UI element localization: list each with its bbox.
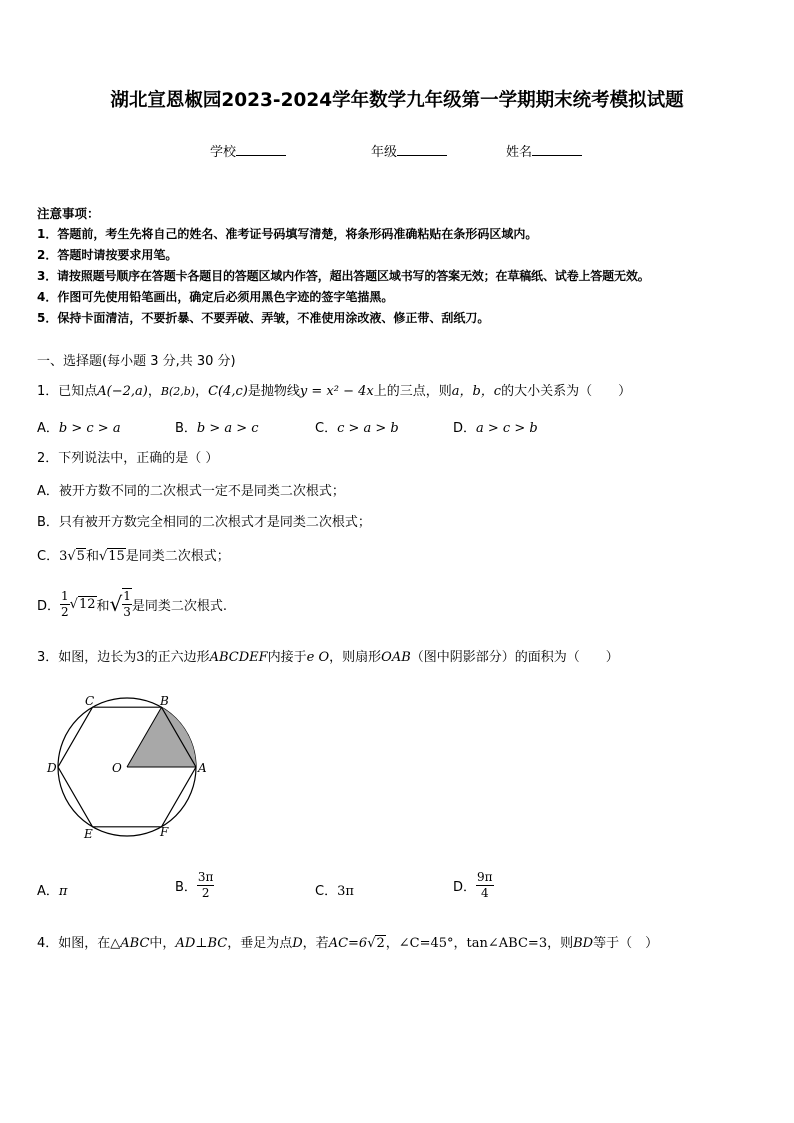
label-a: A xyxy=(198,761,207,775)
q3-option-a[interactable]: A．π xyxy=(37,884,68,899)
name-blank[interactable] xyxy=(532,143,582,156)
radical: √15 xyxy=(98,549,125,564)
parabola-equation: y = x² − 4x xyxy=(299,384,374,399)
label-c: C xyxy=(85,694,95,708)
shaded-sector xyxy=(127,707,196,767)
q2-option-b[interactable]: B．只有被开方数完全相同的二次根式才是同类二次根式； xyxy=(37,515,371,530)
label-d: D xyxy=(47,761,57,775)
variables: a，b，c xyxy=(451,384,502,399)
radical: √12 xyxy=(69,596,96,612)
fraction: $\frac{1}{2}$ xyxy=(61,588,69,619)
hexagon-diagram xyxy=(40,690,220,840)
notice-heading: 注意事项： xyxy=(37,206,100,221)
q3-option-c[interactable]: C．3π xyxy=(315,884,354,899)
point-b: B(2,b) xyxy=(160,385,196,398)
page-title: 湖北宣恩椒园2023-2024学年数学九年级第一学期期末统考模拟试题 xyxy=(110,90,684,111)
point-a: A(−2,a) xyxy=(97,384,148,399)
fraction: $\frac{9\pi}{4}$ xyxy=(477,870,493,900)
label-b: B xyxy=(160,694,169,708)
q3-option-b[interactable]: B． $\frac{3\pi}{2}$ xyxy=(175,870,214,900)
q2-option-d[interactable]: D． $\frac{1}{2}$ √12 和 √ $\frac{1}{3}$ 是同类二次根式. xyxy=(37,588,228,619)
grade-field[interactable] xyxy=(371,141,447,160)
q3-option-d[interactable]: D． $\frac{9\pi}{4}$ xyxy=(453,870,493,900)
section-heading: 一、选择题(每小题 3 分,共 30 分) xyxy=(37,354,236,369)
label-f: F xyxy=(160,825,169,839)
name-label: 姓名 xyxy=(506,145,533,160)
grade-blank[interactable] xyxy=(397,143,447,156)
notice-item: 5．保持卡面清洁，不要折暴、不要弄破、弄皱，不准使用涂改液、修正带、刮纸刀。 xyxy=(37,311,490,325)
school-field[interactable] xyxy=(210,141,286,160)
question-2-stem: 2．下列说法中，正确的是（ ） xyxy=(37,451,219,466)
radical: √5 xyxy=(67,549,85,564)
q1-option-b[interactable]: B．b > a > c xyxy=(175,421,259,436)
label-o: O xyxy=(112,761,122,775)
point-c: C(4,c) xyxy=(208,384,248,399)
q1-option-d[interactable]: D．a > c > b xyxy=(453,421,538,436)
q2-option-c[interactable]: C．3√5和√15是同类二次根式； xyxy=(37,549,230,564)
name-field[interactable] xyxy=(506,141,582,160)
notice-item: 3．请按照题号顺序在答题卡各题目的答题区域内作答，超出答题区域书写的答案无效；在草稿纸、试卷上答题无效。 xyxy=(37,269,650,283)
notice-item: 4．作图可先使用铅笔画出，确定后必须用黑色字迹的签字笔描黑。 xyxy=(37,290,394,304)
school-blank[interactable] xyxy=(236,143,286,156)
notice-item: 1．答题前，考生先将自己的姓名、准考证号码填写清楚，将条形码准确粘贴在条形码区域内。 xyxy=(37,227,538,241)
radical-sign: √ xyxy=(109,592,123,616)
q1-option-a[interactable]: A．b > c > a xyxy=(37,421,121,436)
school-label: 学校 xyxy=(210,145,237,160)
notice-item: 2．答题时请按要求用笔。 xyxy=(37,248,178,262)
grade-label: 年级 xyxy=(371,145,398,160)
fraction: $\frac{1}{3}$ xyxy=(123,589,131,619)
fraction: $\frac{3\pi}{2}$ xyxy=(197,870,214,900)
label-e: E xyxy=(84,827,93,840)
question-4-stem: 4．如图，在△ABC中，AD⊥BC，垂足为点D，若AC=6√2，∠C=45°，tan∠ABC=3，则BD等于（ ） xyxy=(37,936,659,951)
radical: √2 xyxy=(367,936,385,951)
q1-option-c[interactable]: C．c > a > b xyxy=(315,421,399,436)
question-3-stem: 3．如图，边长为3的正六边形ABCDEF内接于e O，则扇形OAB（图中阴影部分）的面积为（ ） xyxy=(37,650,619,665)
q2-option-a[interactable]: A．被开方数不同的二次根式一定不是同类二次根式； xyxy=(37,484,345,499)
question-1-stem: 1．已知点A(−2,a)，B(2,b)，C(4,c)是抛物线y = x² − 4x上的三点，则a，b，c的大小关系为（ ） xyxy=(37,384,632,399)
